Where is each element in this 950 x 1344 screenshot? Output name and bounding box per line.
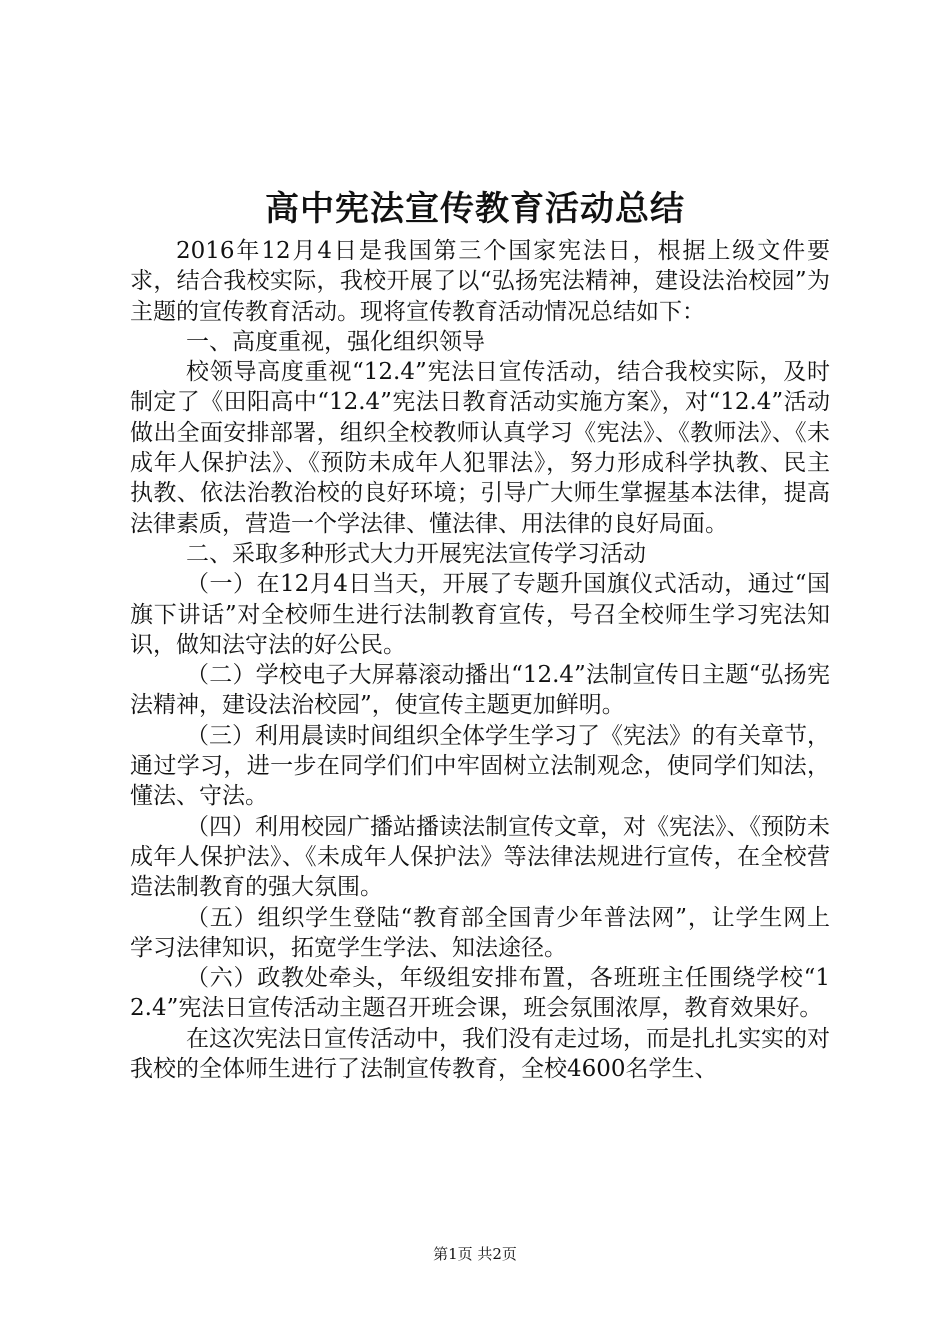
item-6-paragraph: （六）政教处牵头，年级组安排布置，各班班主任围绕学校“12.4”宪法日宣传活动主题召开班会课，班会氛围浓厚，教育效果好。 bbox=[130, 965, 830, 1022]
page-footer: 第1页 共2页 bbox=[433, 1245, 517, 1263]
section-heading-2: 二、采取多种形式大力开展宪法宣传学习活动 bbox=[186, 540, 646, 567]
item-5-paragraph: （五）组织学生登陆“教育部全国青少年普法网”，让学生网上学习法律知识，拓宽学生学法、知法途径。 bbox=[130, 904, 830, 961]
item-3-paragraph: （三）利用晨读时间组织全体学生学习了《宪法》的有关章节，通过学习，进一步在同学们们中牢固树立法制观念，使同学们知法，懂法、守法。 bbox=[130, 722, 830, 810]
section-heading-1: 一、高度重视，强化组织领导 bbox=[186, 328, 485, 355]
document-title: 高中宪法宣传教育活动总结 bbox=[265, 189, 685, 229]
document-body bbox=[130, 236, 830, 1084]
item-2-paragraph: （二）学校电子大屏幕滚动播出“12.4”法制宣传日主题“弘扬宪法精神，建设法治校园”，使宣传主题更加鲜明。 bbox=[130, 662, 830, 719]
item-1-paragraph: （一）在12月4日当天，开展了专题升国旗仪式活动，通过“国旗下讲话”对全校师生进行法制教育宣传，号召全校师生学习宪法知识，做知法守法的好公民。 bbox=[130, 571, 830, 658]
section-1-paragraph: 校领导高度重视“12.4”宪法日宣传活动，结合我校实际，及时制定了《田阳高中“12.4”宪法日教育活动实施方案》，对“12.4”活动做出全面安排部署，组织全校教师认真学习《宪法》、《教师法》、《未成年人保护法》、《预防未成年人犯罪法》，努力形成科学执教、民主执教、依法治教治校的良好环境；引导广大师生掌握基本法律，提高法律素质，营造一个学法律、懂法律、用法律的良好局面。 bbox=[130, 359, 830, 537]
intro-paragraph: 2016年12月4日是我国第三个国家宪法日，根据上级文件要求，结合我校实际，我校开展了以“弘扬宪法精神，建设法治校园”为主题的宣传教育活动。现将宣传教育活动情况总结如下： bbox=[130, 238, 830, 325]
conclusion-paragraph: 在这次宪法日宣传活动中，我们没有走过场，而是扎扎实实的对我校的全体师生进行了法制宣传教育，全校4600名学生、 bbox=[130, 1025, 830, 1083]
item-4-paragraph: （四）利用校园广播站播读法制宣传文章，对《宪法》、《预防未成年人保护法》、《未成年人保护法》等法律法规进行宣传，在全校营造法制教育的强大氛围。 bbox=[130, 813, 830, 901]
